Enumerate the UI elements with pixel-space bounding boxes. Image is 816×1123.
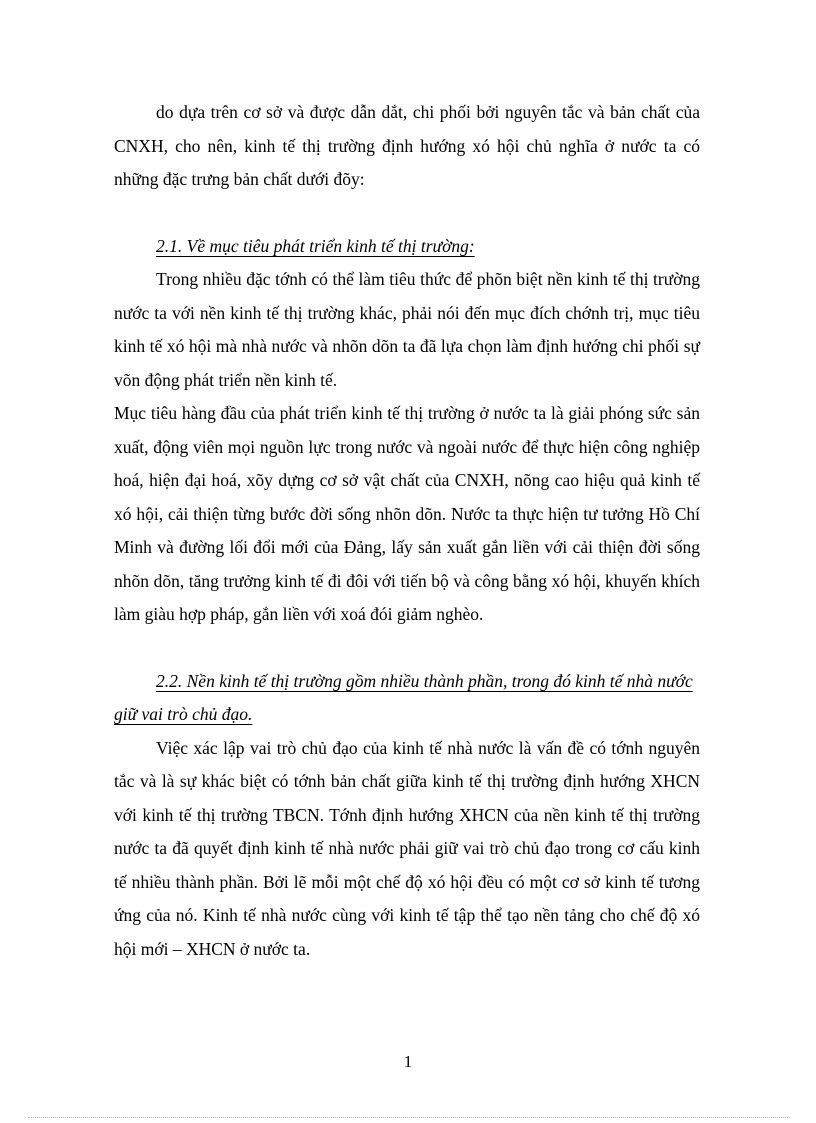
paragraph-2-1-b: Mục tiêu hàng đầu của phát triển kinh tế thị trường ở nước ta là giải phóng sức sản xuất, động viên mọi nguồn lực trong nước và ngoài nước để thực hiện công nghiệp hoá, hiện đại hoá, xõy dựng cơ sở vật chất của CNXH, nõng cao hiệu quả kinh tế xó hội, cải thiện từng bước đời sống nhõn dõn. Nước ta thực hiện tư tưởng Hồ Chí Minh và đường lối đổi mới của Đảng, lấy sản xuất gắn liền với cải thiện đời sống nhõn dõn, tăng trưởng kinh tế đi đôi với tiến bộ và công bằng xó hội, khuyến khích làm giàu hợp pháp, gắn liền với xoá đói giảm nghèo. — [114, 403, 700, 624]
page-bottom-border — [28, 1117, 788, 1118]
paragraph-intro: do dựa trên cơ sở và được dẫn dắt, chi phối bởi nguyên tắc và bản chất của CNXH, cho nên, kinh tế thị trường định hướng xó hội chủ nghĩa ở nước ta có những đặc trưng bản chất dưới đõy: — [114, 102, 700, 189]
section-heading-2-2-text: 2.2. Nền kinh tế thị trường gồm nhiều thành phần, trong đó kinh tế nhà nước giữ vai trò chủ đạo. — [114, 670, 693, 724]
section-heading-2-1-text: 2.1. Về mục tiêu phát triển kinh tế thị trường: — [156, 235, 475, 256]
paragraph-2-1-a: Trong nhiều đặc tớnh có thể làm tiêu thức để phõn biệt nền kinh tế thị trường nước ta với nền kinh tế thị trường khác, phải nói đến mục đích chớnh trị, mục tiêu kinh tế xó hội mà nhà nước và nhõn dõn ta đã lựa chọn làm định hướng chi phối sự võn động phát triển nền kinh tế. — [114, 269, 700, 390]
section-heading-2-2 — [114, 665, 700, 732]
page-number: 1 — [403, 1052, 413, 1071]
document-body — [114, 96, 700, 966]
paragraph-gap — [114, 632, 700, 665]
paragraph-2-2: Việc xác lập vai trò chủ đạo của kinh tế nhà nước là vấn đề có tớnh nguyên tắc và là sự khác biệt có tớnh bản chất giữa kinh tế thị trường định hướng XHCN với kinh tế thị trường TBCN. Tớnh định hướng XHCN của nền kinh tế thị trường nước ta đã quyết định kinh tế nhà nước phải giữ vai trò chủ đạo trong cơ cấu kinh tế nhiều thành phần. Bởi lẽ mỗi một chế độ xó hội đều có một cơ sở kinh tế tương ứng của nó. Kinh tế nhà nước cùng với kinh tế tập thể tạo nền tảng cho chế độ xó hội mới – XHCN ở nước ta. — [114, 737, 700, 959]
section-heading-2-1 — [114, 230, 700, 264]
paragraph-gap — [114, 197, 700, 230]
